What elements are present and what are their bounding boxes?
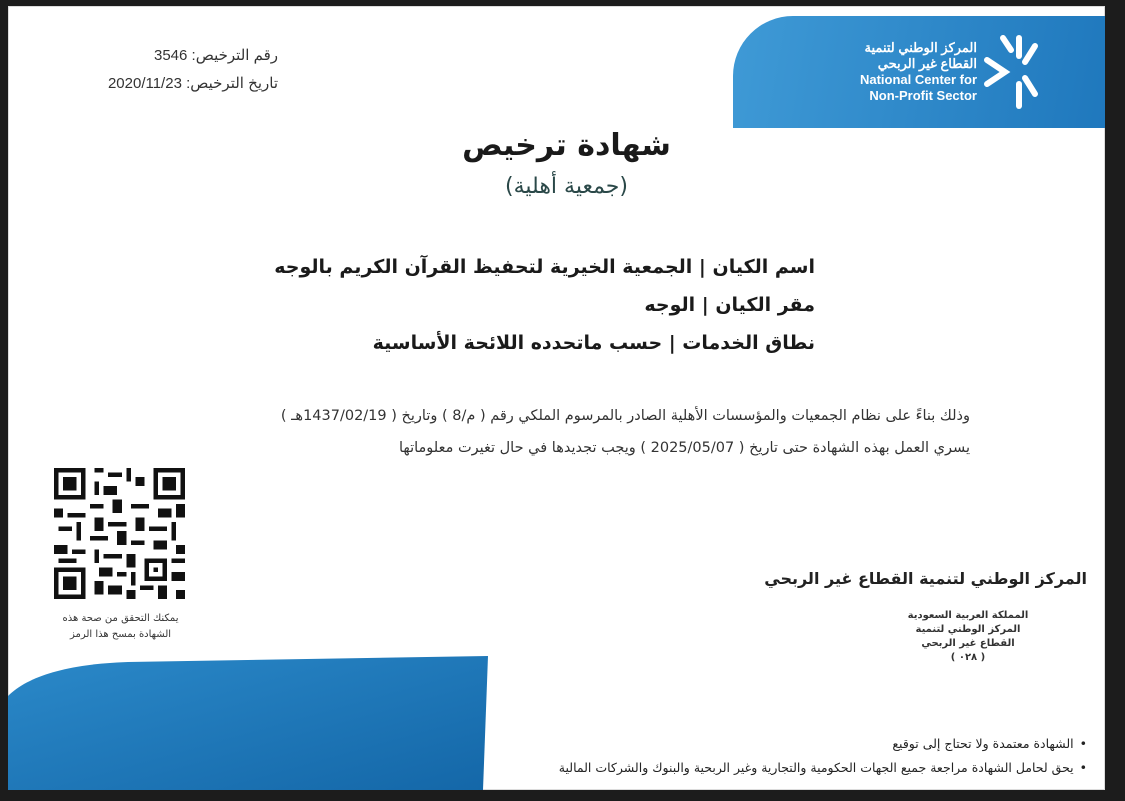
qr-caption-line1: يمكنك التحقق من صحة هذه: [62, 613, 179, 624]
verification-qr-code[interactable]: [50, 468, 189, 599]
stamp-line1: المملكة العربية السعودية: [907, 610, 1029, 621]
qr-caption: [38, 611, 203, 643]
entity-seat: مقر الكيان | الوجه: [644, 294, 815, 316]
license-date-value: 2020/11/23: [107, 75, 182, 92]
stamp-line3: القطاع غير الربحي: [921, 638, 1015, 649]
logo-ar-line2: القطاع غير الربحي: [877, 56, 977, 71]
stamp-line4: ( ٠٢٨ ): [950, 652, 986, 663]
license-info: [48, 42, 278, 98]
official-stamp: [888, 609, 1048, 665]
logo-ar-line1: المركز الوطني لتنمية: [864, 40, 977, 55]
entity-name: اسم الكيان | الجمعية الخيرية لتحفيظ القرآن الكريم بالوجه: [274, 256, 815, 278]
license-date-row: [48, 70, 278, 98]
certificate-title: شهادة ترخيص: [462, 128, 671, 163]
header-banner: [733, 16, 1105, 128]
qr-caption-line2: الشهادة بمسح هذا الرمز: [69, 629, 172, 640]
validity-text: يسري العمل بهذه الشهادة حتى تاريخ ( 2025/05/07 ) ويجب تجديدها في حال تغيرت معلوماتها: [398, 440, 970, 456]
license-date-label: تاريخ الترخيص:: [186, 75, 278, 92]
entity-scope: نطاق الخدمات | حسب ماتحدده اللائحة الأساسية: [372, 332, 815, 354]
note-holder-rights: • يحق لحامل الشهادة مراجعة جميع الجهات الحكومية والتجارية وغير الربحية والبنوك والشركات المالية: [387, 756, 1087, 780]
note-no-signature: • الشهادة معتمدة ولا تحتاج إلى توقيع: [387, 732, 1087, 756]
ncnp-logo-icon: [981, 32, 1041, 112]
license-number-label: رقم الترخيص:: [191, 47, 278, 64]
license-number-value: 3546: [154, 47, 188, 64]
logo-en-line1: National Center for: [859, 72, 977, 87]
issuer-name: المركز الوطني لتنمية القطاع غير الربحي: [764, 569, 1087, 588]
logo-en-line2: Non-Profit Sector: [869, 88, 977, 103]
stamp-line2: المركز الوطني لتنمية: [915, 624, 1021, 635]
org-logo-text: [860, 40, 977, 104]
license-number-row: [48, 42, 278, 70]
certificate-notes: [387, 732, 1087, 780]
legal-basis-text: وذلك بناءً على نظام الجمعيات والمؤسسات الأهلية الصادر بالمرسوم الملكي رقم ( م/8 ) وتاريخ ( 1437/02/19هـ ): [280, 408, 970, 424]
certificate-sheet: [8, 6, 1105, 790]
certificate-subtitle: (جمعية أهلية): [505, 174, 628, 199]
